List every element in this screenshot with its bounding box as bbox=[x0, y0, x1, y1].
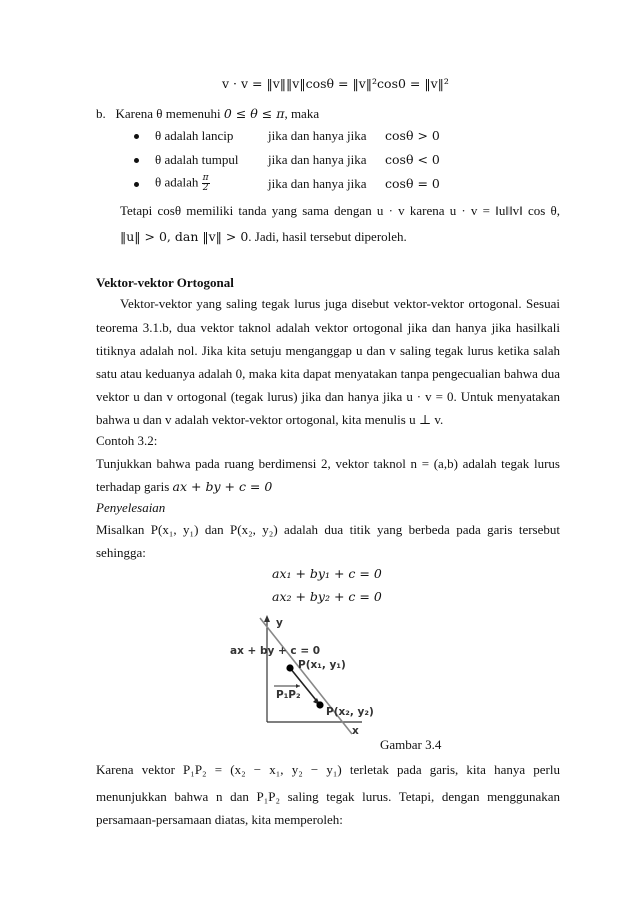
item-b-math: 0 ≤ θ ≤ π bbox=[223, 106, 285, 121]
case-condition: θ adalah lancip bbox=[155, 128, 234, 143]
bullet-icon bbox=[134, 134, 139, 139]
p2-label: P(x₂, y₂) bbox=[326, 706, 374, 718]
point-p1 bbox=[286, 664, 293, 671]
paragraph-line: titiknya adalah nol. Jika kita setuju menganggap u dan v saling tegak lurus ketika salah bbox=[96, 343, 560, 358]
pi-over-2-fraction bbox=[202, 174, 210, 193]
paragraph-line: Vektor-vektor yang saling tegak lurus juga disebut vektor-vektor ortogonal. Sesuai bbox=[120, 296, 560, 311]
fraction-numerator: π bbox=[202, 173, 209, 183]
misalkan-line-1: Misalkan P(x₁, y₁) dan P(x₂, y₂) adalah dua titik yang berbeda pada garis tersebut bbox=[96, 522, 560, 537]
case-connector: jika dan hanya jika bbox=[268, 152, 367, 167]
tetapi-line-2 bbox=[120, 229, 407, 245]
tetapi-line-1: Tetapi cosθ memiliki tanda yang sama dengan u · v karena u · v = ‖u‖‖v‖ cos θ, bbox=[120, 203, 560, 218]
figure-line-diagram bbox=[222, 610, 392, 740]
bullet-icon bbox=[134, 182, 139, 187]
item-b-marker: b. bbox=[96, 106, 106, 121]
x-axis-label: x bbox=[352, 725, 359, 737]
figure-caption: Gambar 3.4 bbox=[380, 737, 442, 752]
item-b bbox=[96, 106, 319, 122]
case-condition: θ adalah tumpul bbox=[155, 152, 239, 167]
example-label: Contoh 3.2: bbox=[96, 433, 158, 448]
section-title: Vektor-vektor Ortogonal bbox=[96, 275, 234, 290]
y-axis-arrow-icon bbox=[264, 615, 270, 622]
case-condition bbox=[155, 174, 210, 193]
line-label: ax + by + c = 0 bbox=[230, 645, 321, 657]
paragraph-line: teorema 3.1.b, dua vektor taknol adalah vektor ortogonal jika dan hanya jika hasilkali bbox=[96, 320, 560, 335]
problem-line-2 bbox=[96, 479, 272, 495]
case-result: cosθ > 0 bbox=[385, 128, 440, 143]
y-axis-label: y bbox=[276, 617, 283, 629]
paragraph-line: bahwa u dan v adalah vektor-vektor ortogonal, kita menulis u ⊥ v. bbox=[96, 412, 444, 427]
problem-line-2-text: terhadap garis bbox=[96, 479, 173, 494]
paragraph-line: satu atau keduanya adalah 0, maka kita dapat menyatakan tanpa pengecualian bahwa dua bbox=[96, 366, 560, 381]
point-p2 bbox=[316, 701, 323, 708]
bullet-icon bbox=[134, 158, 139, 163]
problem-line-2-math: ax + by + c = 0 bbox=[172, 479, 273, 494]
case-condition-text: θ adalah bbox=[155, 174, 199, 190]
karena-line-2: menunjukkan bahwa n dan P₁P₂ saling tegak lurus. Tetapi, dengan menggunakan bbox=[96, 789, 560, 804]
problem-line-1: Tunjukkan bahwa pada ruang berdimensi 2, vektor taknol n = (a,b) adalah tegak lurus bbox=[96, 456, 560, 471]
karena-line-3: persamaan-persamaan diatas, kita memperoleh: bbox=[96, 812, 343, 827]
equation-2: ax₂ + by₂ + c = 0 bbox=[272, 589, 382, 604]
item-b-text-suffix: , maka bbox=[284, 106, 320, 121]
misalkan-line-2: sehingga: bbox=[96, 545, 146, 560]
case-connector: jika dan hanya jika bbox=[268, 128, 367, 143]
p1-label: P(x₁, y₁) bbox=[298, 659, 346, 671]
karena-line-1: Karena vektor P₁P₂ = (x₂ − x₁, y₂ − y₁) terletak pada garis, kita hanya perlu bbox=[96, 762, 560, 777]
paragraph-line: vektor u dan v ortogonal (tegak lurus) jika dan hanya jika u · v = 0. Untuk menyatakan bbox=[96, 389, 560, 404]
equation-1: ax₁ + by₁ + c = 0 bbox=[272, 566, 382, 581]
case-connector: jika dan hanya jika bbox=[268, 176, 367, 191]
top-equation: v · v = ‖v‖‖v‖cosθ = ‖v‖²cos0 = ‖v‖² bbox=[222, 76, 449, 91]
vector-label: P₁P₂ bbox=[276, 689, 301, 701]
fraction-denominator: 2 bbox=[202, 183, 209, 193]
case-result: cosθ = 0 bbox=[385, 176, 440, 191]
item-b-text-prefix: Karena θ memenuhi bbox=[115, 106, 224, 121]
tetapi-line-2-text: . Jadi, hasil tersebut diperoleh. bbox=[248, 229, 407, 244]
solution-heading: Penyelesaian bbox=[96, 500, 166, 515]
case-result: cosθ < 0 bbox=[385, 152, 440, 167]
vector-label-arrow-icon bbox=[296, 684, 300, 688]
tetapi-line-2-math: ‖u‖ > 0, dan ‖v‖ > 0 bbox=[120, 229, 249, 244]
